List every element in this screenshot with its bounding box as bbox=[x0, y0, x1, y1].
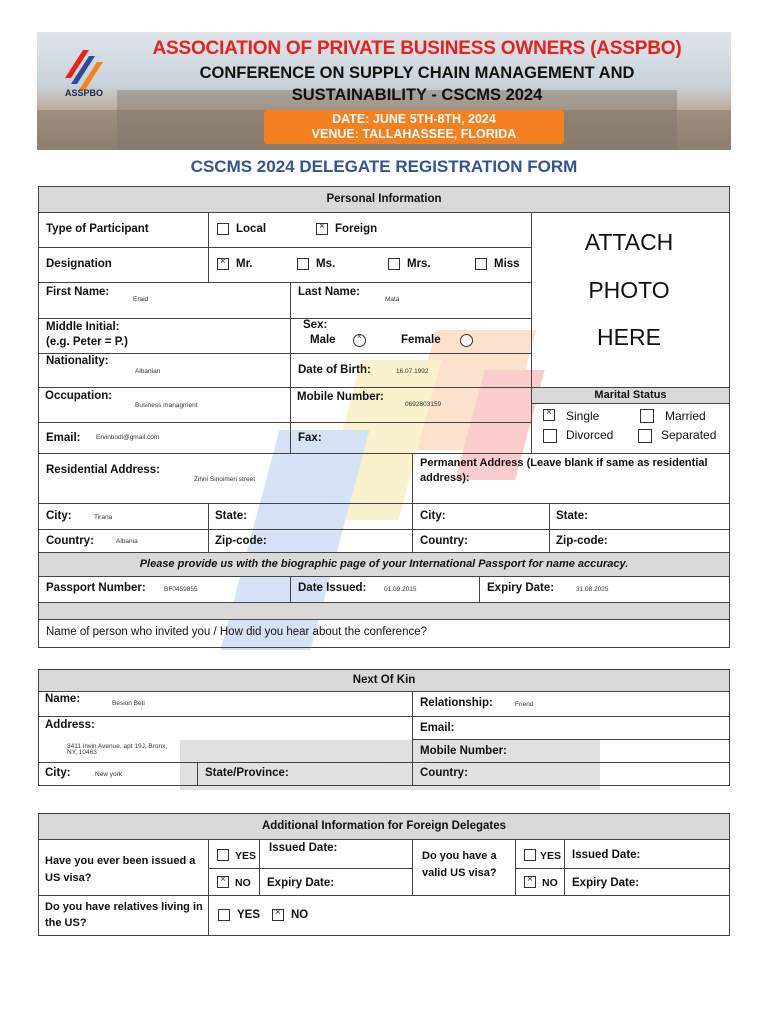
conference-venue: VENUE: TALLAHASSEE, FLORIDA bbox=[311, 127, 517, 141]
local-checkbox[interactable] bbox=[217, 223, 229, 235]
perm-country-label: Country: bbox=[420, 535, 468, 547]
relatives-question-1: Do you have relatives living in bbox=[45, 901, 203, 913]
foreign-delegates-header: Additional Information for Foreign Delegates bbox=[38, 813, 730, 840]
local-label: Local bbox=[236, 223, 267, 235]
relatives-no-label: NO bbox=[291, 909, 309, 921]
us-visa-no-label: NO bbox=[235, 877, 251, 889]
mobile-label: Mobile Number: bbox=[297, 391, 384, 403]
here-text: HERE bbox=[597, 324, 661, 350]
photo-text: PHOTO bbox=[588, 277, 670, 303]
us-visa-question-1: Have you ever been issued a bbox=[45, 855, 196, 867]
last-name-label: Last Name: bbox=[298, 286, 360, 298]
divorced-checkbox[interactable] bbox=[543, 429, 557, 443]
marital-status-header: Marital Status bbox=[531, 387, 730, 404]
permanent-address-label-1: Permanent Address (Leave blank if same as residential bbox=[420, 457, 708, 469]
married-checkbox[interactable] bbox=[640, 409, 654, 423]
res-state-label: State: bbox=[215, 510, 247, 522]
ms-checkbox[interactable] bbox=[297, 258, 309, 270]
nationality-label: Nationality: bbox=[46, 355, 109, 367]
type-of-participant-label: Type of Participant bbox=[46, 223, 149, 235]
email-label: Email: bbox=[46, 432, 81, 444]
perm-state-label: State: bbox=[556, 510, 588, 522]
miss-label: Miss bbox=[494, 258, 520, 270]
us-visa-no-cell bbox=[208, 868, 260, 896]
kin-address-value-1: 3411 Irwin Avenue, apt 19J, Bronx, bbox=[67, 743, 168, 750]
kin-name-label: Name: bbox=[45, 693, 81, 705]
us-visa-no-checkbox[interactable] bbox=[217, 876, 229, 888]
dob-value: 16.07.1992 bbox=[396, 368, 429, 375]
expiry-date-label: Expiry Date: bbox=[487, 582, 555, 594]
personal-info-header: Personal Information bbox=[38, 186, 730, 213]
valid-visa-no-checkbox[interactable] bbox=[524, 876, 536, 888]
logo-label: ASSPBO bbox=[64, 88, 103, 98]
occupation-label: Occupation: bbox=[45, 390, 113, 402]
res-zip-label: Zip-code: bbox=[215, 535, 267, 547]
separated-label: Separated bbox=[661, 428, 717, 442]
sex-label: Sex: bbox=[303, 319, 328, 331]
fax-field[interactable] bbox=[290, 422, 532, 454]
email-value: Ervinbodi@gmail.com bbox=[96, 434, 160, 441]
conference-date: DATE: JUNE 5TH-8TH, 2024 bbox=[332, 112, 496, 126]
us-visa-yes-checkbox[interactable] bbox=[217, 849, 229, 861]
us-visa-question-cell bbox=[38, 839, 209, 896]
mrs-checkbox[interactable] bbox=[388, 258, 400, 270]
female-label: Female bbox=[401, 334, 441, 346]
kin-state-label: State/Province: bbox=[205, 767, 289, 779]
mr-label: Mr. bbox=[236, 258, 253, 270]
kin-email-field[interactable] bbox=[412, 716, 730, 740]
kin-address-label: Address: bbox=[45, 719, 95, 731]
relatives-yes-label: YES bbox=[237, 909, 261, 921]
valid-visa-no-label: NO bbox=[542, 877, 558, 889]
residential-address-label: Residential Address: bbox=[46, 464, 160, 476]
designation-label: Designation bbox=[46, 258, 112, 270]
form-title: CSCMS 2024 DELEGATE REGISTRATION FORM bbox=[190, 157, 578, 176]
kin-mobile-label: Mobile Number: bbox=[420, 745, 507, 757]
us-visa-question-2: US visa? bbox=[45, 872, 92, 884]
kin-address-value-2: NY, 10463 bbox=[67, 749, 97, 756]
fax-label: Fax: bbox=[298, 432, 322, 444]
us-visa-yes-label: YES bbox=[235, 850, 257, 862]
kin-name-value: Besion Beti bbox=[112, 700, 145, 707]
passport-note: Please provide us with the biographic page of your International Passport for name accuracy. bbox=[38, 552, 730, 577]
invited-by-label: Name of person who invited you / How did you hear about the conference? bbox=[46, 626, 428, 638]
mr-checkbox[interactable] bbox=[217, 258, 229, 270]
next-of-kin-header: Next Of Kin bbox=[38, 669, 730, 692]
divorced-label: Divorced bbox=[566, 428, 614, 442]
mobile-value: 0692803159 bbox=[405, 401, 442, 408]
kin-city-value: New york bbox=[95, 771, 123, 778]
res-city-label: City: bbox=[46, 510, 72, 522]
grey-spacer-row bbox=[38, 602, 730, 620]
female-radio[interactable] bbox=[460, 334, 473, 347]
middle-initial-example: (e.g. Peter = P.) bbox=[46, 336, 128, 348]
permanent-address-label-2: address): bbox=[420, 472, 470, 484]
valid-visa-expiry-label: Expiry Date: bbox=[572, 877, 640, 889]
single-checkbox[interactable] bbox=[543, 409, 555, 421]
kin-country-label: Country: bbox=[420, 767, 468, 779]
first-name-value: Eraid bbox=[133, 296, 149, 303]
conference-title-line2: SUSTAINABILITY - CSCMS 2024 bbox=[291, 86, 543, 104]
single-label: Single bbox=[566, 409, 600, 423]
kin-name-field[interactable] bbox=[38, 691, 413, 717]
relatives-no-checkbox[interactable] bbox=[272, 909, 284, 921]
ms-label: Ms. bbox=[316, 258, 336, 270]
res-country-label: Country: bbox=[46, 535, 94, 547]
date-issued-value: 01.09.2015 bbox=[384, 586, 417, 593]
valid-visa-question-1: Do you have a bbox=[422, 850, 497, 862]
us-visa-issued-label: Issued Date: bbox=[269, 842, 338, 854]
mrs-label: Mrs. bbox=[407, 258, 431, 270]
attach-text: ATTACH bbox=[584, 229, 674, 255]
valid-visa-issued-label: Issued Date: bbox=[572, 849, 641, 861]
kin-relationship-value: Friend bbox=[515, 701, 534, 708]
valid-visa-yes-checkbox[interactable] bbox=[524, 849, 536, 861]
expiry-date-value: 31.08.2025 bbox=[576, 586, 609, 593]
valid-visa-yes-label: YES bbox=[540, 850, 562, 862]
org-title: ASSOCIATION OF PRIVATE BUSINESS OWNERS (ASSPBO) bbox=[152, 38, 682, 59]
kin-city-label: City: bbox=[45, 767, 71, 779]
middle-initial-label: Middle Initial: bbox=[46, 321, 120, 333]
passport-number-value: BF0459855 bbox=[164, 586, 198, 593]
conference-title-line1: CONFERENCE ON SUPPLY CHAIN MANAGEMENT AND bbox=[199, 64, 635, 82]
perm-city-label: City: bbox=[420, 510, 446, 522]
last-name-value: Mata bbox=[385, 296, 400, 303]
date-issued-label: Date Issued: bbox=[298, 582, 367, 594]
relatives-question-2: the US? bbox=[45, 917, 87, 929]
nationality-value: Albanian bbox=[135, 368, 161, 375]
separated-checkbox[interactable] bbox=[638, 429, 652, 443]
perm-zip-label: Zip-code: bbox=[556, 535, 608, 547]
passport-number-label: Passport Number: bbox=[46, 582, 146, 594]
relatives-options-cell bbox=[208, 895, 730, 936]
foreign-label: Foreign bbox=[335, 223, 378, 235]
us-visa-expiry-label: Expiry Date: bbox=[267, 877, 335, 889]
residential-address-value: Zihni Sinoimeri street bbox=[194, 476, 256, 483]
first-name-label: First Name: bbox=[46, 286, 110, 298]
kin-relationship-label: Relationship: bbox=[420, 697, 493, 709]
miss-checkbox[interactable] bbox=[475, 258, 487, 270]
foreign-checkbox[interactable] bbox=[316, 223, 328, 235]
res-country-value: Albania bbox=[116, 538, 138, 545]
valid-visa-question-2: valid US visa? bbox=[422, 867, 497, 879]
male-radio[interactable] bbox=[353, 334, 366, 347]
occupation-value: Business managment bbox=[135, 402, 198, 409]
dob-label: Date of Birth: bbox=[298, 364, 371, 376]
kin-email-label: Email: bbox=[420, 722, 455, 734]
relatives-yes-checkbox[interactable] bbox=[218, 909, 230, 921]
married-label: Married bbox=[665, 409, 706, 423]
res-city-value: Tirana bbox=[94, 514, 113, 521]
male-label: Male bbox=[310, 334, 336, 346]
